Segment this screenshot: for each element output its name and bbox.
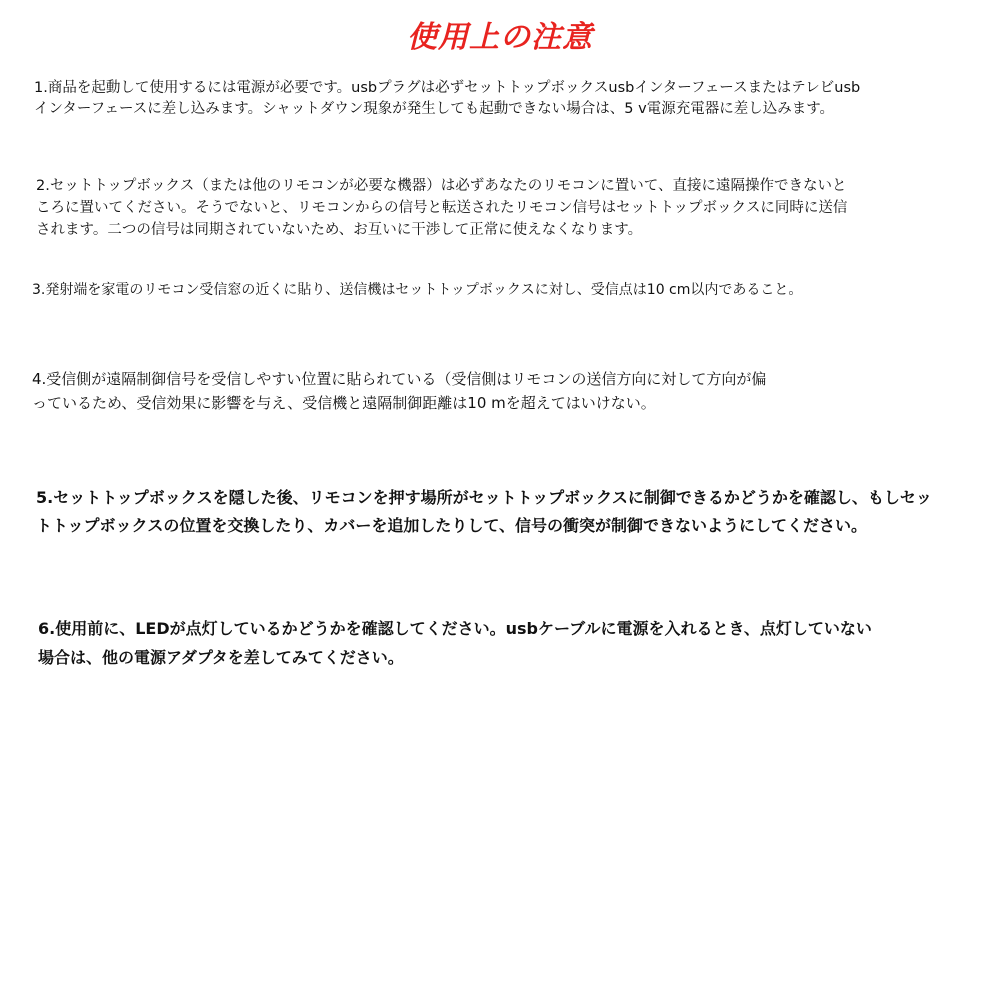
note-3: 3.発射端を家電のリモコン受信窓の近くに貼り、送信機はセットトップボックスに対し、受信点は10 cm以内であること。: [32, 282, 803, 298]
note-2: 2.セットトップボックス（または他のリモコンが必要な機器）は必ずあなたのリモコンに置いて、直接に遠隔操作できないと ころに置いてください。そうでないと、リモコンからの信号と転送されたリモコン信号はセットトップボックスに同時に送信 されます。二つの信号は同期されていないため、お互いに干渉して正常に使えなくなります。: [36, 178, 848, 238]
note-4: 4.受信側が遠隔制御信号を受信しやすい位置に貼られている（受信側はリモコンの送信方向に対して方向が偏 っているため、受信効果に影響を与え、受信機と遠隔制御距離は10 mを超えてはいけない。: [32, 370, 767, 412]
page-title: 使用上の注意: [407, 20, 593, 55]
note-6: 6.使用前に、LEDが点灯しているかどうかを確認してください。usbケーブルに電源を入れるとき、点灯していない 場合は、他の電源アダプタを差してみてください。: [38, 619, 872, 667]
note-5: 5.セットトップボックスを隠した後、リモコンを押す場所がセットトップボックスに制御できるかどうかを確認し、もしセッ トトップボックスの位置を交換したり、カバーを追加したりして、信号の衝突が制御できないようにしてください。: [36, 488, 932, 535]
note-1: 1.商品を起動して使用するには電源が必要です。usbプラグは必ずセットトップボックスusbインターフェースまたはテレビusb インターフェースに差し込みます。シャットダウン現象が発生しても起動できない場合は、5 v電源充電器に差し込みます。: [34, 80, 861, 117]
